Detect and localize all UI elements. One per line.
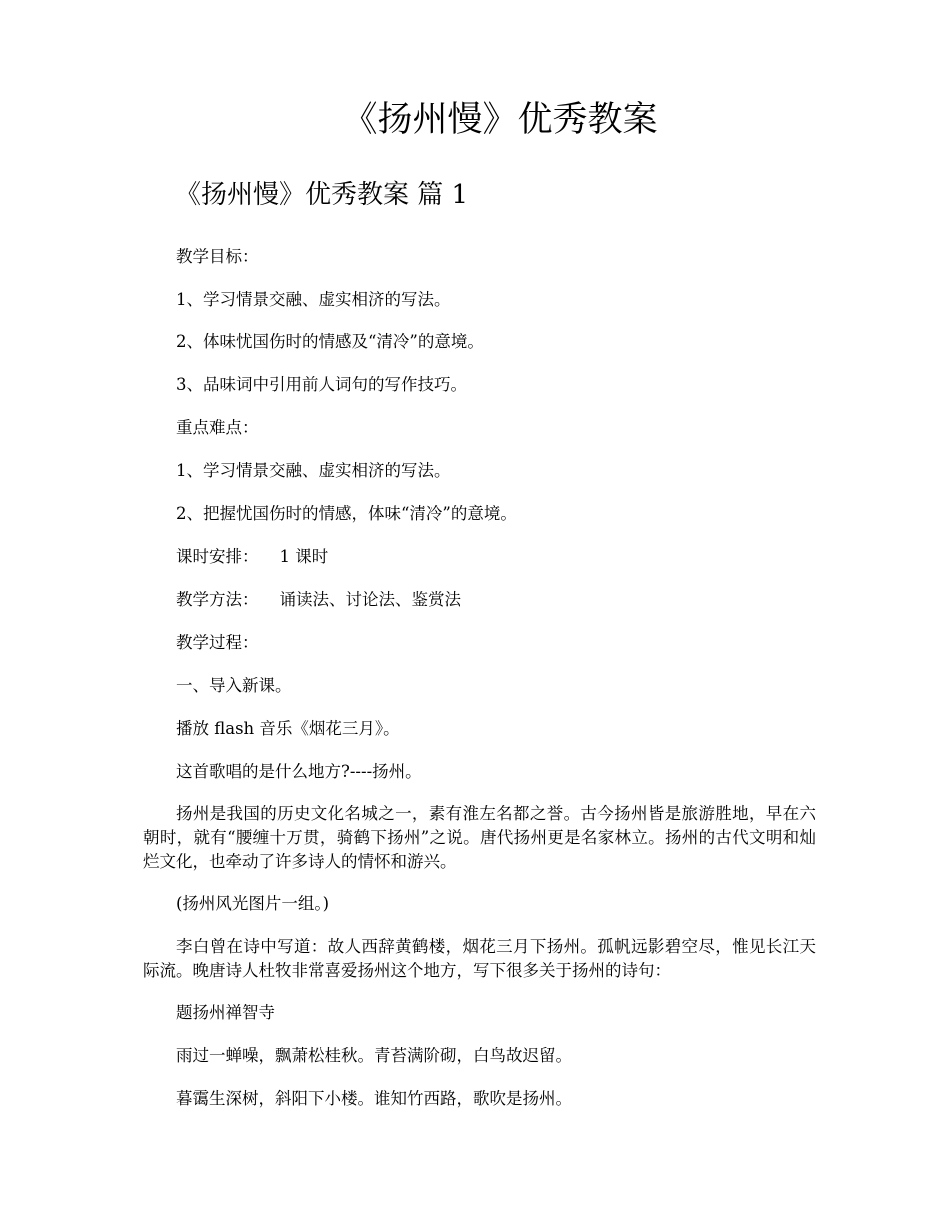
- paragraph-intro-heading: 一、导入新课。: [176, 676, 292, 695]
- paragraph-goal-3: 3、品味词中引用前人词句的写作技巧。: [176, 375, 467, 394]
- document-title: 《扬州慢》优秀教案: [342, 100, 658, 140]
- paragraph-li-bai: 李白曾在诗中写道：故人西辞黄鹤楼，烟花三月下扬州。孤帆远影碧空尽，惟见长江天际流。晚唐诗人杜牧非常喜爱扬州这个地方，写下很多关于扬州的诗句：: [143, 937, 816, 980]
- paragraph-goal-1: 1、学习情景交融、虚实相济的写法。: [176, 290, 451, 309]
- paragraph-pictures: (扬州风光图片一组。): [176, 894, 330, 913]
- paragraph-key-points-label: 重点难点：: [176, 418, 259, 437]
- paragraph-poem-line-1: 雨过一蝉噪，飘萧松桂秋。青苔满阶砌，白鸟故迟留。: [176, 1046, 572, 1065]
- paragraph-key-point-1: 1、学习情景交融、虚实相济的写法。: [176, 461, 451, 480]
- paragraph-poem-title: 题扬州禅智寺: [176, 1003, 275, 1022]
- paragraph-question: 这首歌唱的是什么地方?----扬州。: [176, 762, 422, 781]
- paragraph-yangzhou-history: 扬州是我国的历史文化名城之一，素有淮左名都之誉。古今扬州皆是旅游胜地，早在六朝时，就有“腰缠十万贯，骑鹤下扬州”之说。唐代扬州更是名家林立。扬州的古代文明和灿烂文化，也牵动了许多诗人的情怀和游兴。: [143, 804, 816, 871]
- paragraph-goal-2: 2、体味忧国伤时的情感及“清冷”的意境。: [176, 332, 484, 351]
- paragraph-schedule: 课时安排： 1 课时: [176, 547, 329, 566]
- paragraph-play-music: 播放 flash 音乐《烟花三月》。: [176, 719, 400, 738]
- section-heading: 《扬州慢》优秀教案 篇 1: [175, 180, 469, 210]
- paragraph-poem-line-2: 暮霭生深树，斜阳下小楼。谁知竹西路，歌吹是扬州。: [176, 1089, 572, 1108]
- paragraph-process-label: 教学过程：: [176, 633, 259, 652]
- paragraph-teaching-goals-label: 教学目标：: [176, 247, 259, 266]
- paragraph-key-point-2: 2、把握忧国伤时的情感，体味“清冷”的意境。: [176, 504, 517, 523]
- paragraph-methods: 教学方法： 诵读法、讨论法、鉴赏法: [176, 590, 461, 609]
